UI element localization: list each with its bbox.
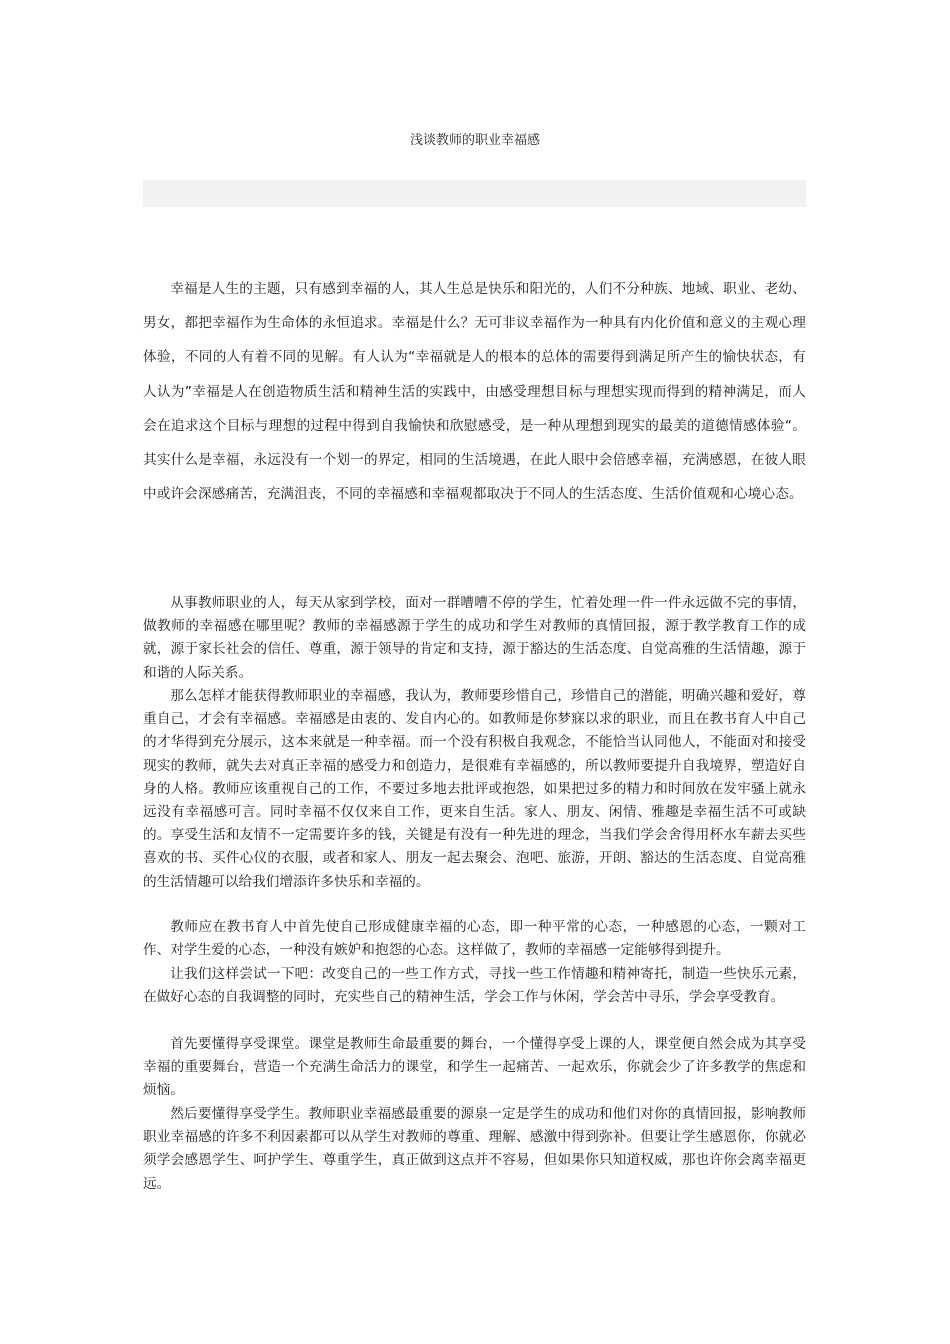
paragraph-6: 首先要懂得享受课堂。课堂是教师生命最重要的舞台，一个懂得享受上课的人，课堂便自然会成为其享受幸福的重要舞台，营造一个充满生命活力的课堂，和学生一起痛苦、一起欢乐，你就会少了许多教学的焦虑和烦恼。 [143,1036,806,1099]
paragraph-5: 让我们这样尝试一下吧：改变自己的一些工作方式，寻找一些工作情趣和精神寄托，制造一些快乐元素，在做好心态的自我调整的同时，充实些自己的精神生活，学会工作与休闲，学会苦中寻乐，学会享受教育。 [143,966,806,1006]
paragraph-7: 然后要懂得享受学生。教师职业幸福感最重要的源泉一定是学生的成功和他们对你的真情回报，影响教师职业幸福感的许多不利因素都可以从学生对教师的尊重、理解、感激中得到弥补。但要让学生感恩你，你就必须学会感恩学生、呵护学生、尊重学生，真正做到这点并不容易，但如果你只知道权威，那也许你会离幸福更远。 [143,1106,806,1192]
document-title: 浅谈教师的职业幸福感 [409,133,540,148]
paragraph-2: 从事教师职业的人，每天从家到学校，面对一群嘈嘈不停的学生，忙着处理一件一件永远做不完的事情，做教师的幸福感在哪里呢？教师的幸福感源于学生的成功和学生对教师的真情回报，源于教学教育工作的成就，源于家长社会的信任、尊重，源于领导的肯定和支持，源于豁达的生活态度、自觉高雅的生活情趣，源于和谐的人际关系。 [143,595,806,681]
paragraph-4: 教师应在教书育人中首先使自己形成健康幸福的心态，即一种平常的心态，一种感恩的心态，一颗对工作、对学生爱的心态，一种没有嫉妒和抱怨的心态。这样做了，教师的幸福感一定能够得到提升。 [143,919,806,959]
paragraph-1: 幸福是人生的主题，只有感到幸福的人，其人生总是快乐和阳光的，人们不分种族、地域、职业、老幼、男女，都把幸福作为生命体的永恒追求。幸福是什么？无可非议幸福作为一种具有内化价值和意义的主观心理体验，不同的人有着不同的见解。有人认为“幸福就是人的根本的总体的需要得到满足所产生的愉快状态，有人认为”幸福是人在创造物质生活和精神生活的实践中，由感受理想目标与理想实现而得到的精神满足，而人会在追求这个目标与理想的过程中得到自我愉快和欣慰感受，是一种从理想到现实的最美的道德情感体验“。其实什么是幸福，永远没有一个划一的界定，相同的生活境遇，在此人眼中会倍感幸福，充满感恩，在彼人眼中或许会深感痛苦，充满沮丧，不同的幸福感和幸福观都取决于不同人的生活态度、生活价值观和心境心态。 [143,281,806,503]
paragraph-3: 那么怎样才能获得教师职业的幸福感，我认为，教师要珍惜自己，珍惜自己的潜能，明确兴趣和爱好，尊重自己，才会有幸福感。幸福感是由衷的、发自内心的。如教师是你梦寐以求的职业，而且在教书育人中自己的才华得到充分展示，这本来就是一种幸福。而一个没有积极自我观念，不能恰当认同他人，不能面对和接受现实的教师，就失去对真正幸福的感受力和创造力，是很难有幸福感的，所以教师要提升自我境界，塑造好自身的人格。教师应该重视自己的工作，不要过多地去批评或抱怨，如果把过多的精力和时间放在发牢骚上就永远没有幸福感可言。同时幸福不仅仅来自工作，更来自生活。家人、朋友、闲情、雅趣是幸福生活不可或缺的。享受生活和友情不一定需要许多的钱，关键是有没有一种先进的理念，当我们学会舍得用杯水车薪去买些喜欢的书、买件心仪的衣服，或者和家人、朋友一起去聚会、泡吧、旅游，开朗、豁达的生活态度、自觉高雅的生活情趣可以给我们增添许多快乐和幸福的。 [143,688,806,890]
shaded-bar [143,180,806,207]
